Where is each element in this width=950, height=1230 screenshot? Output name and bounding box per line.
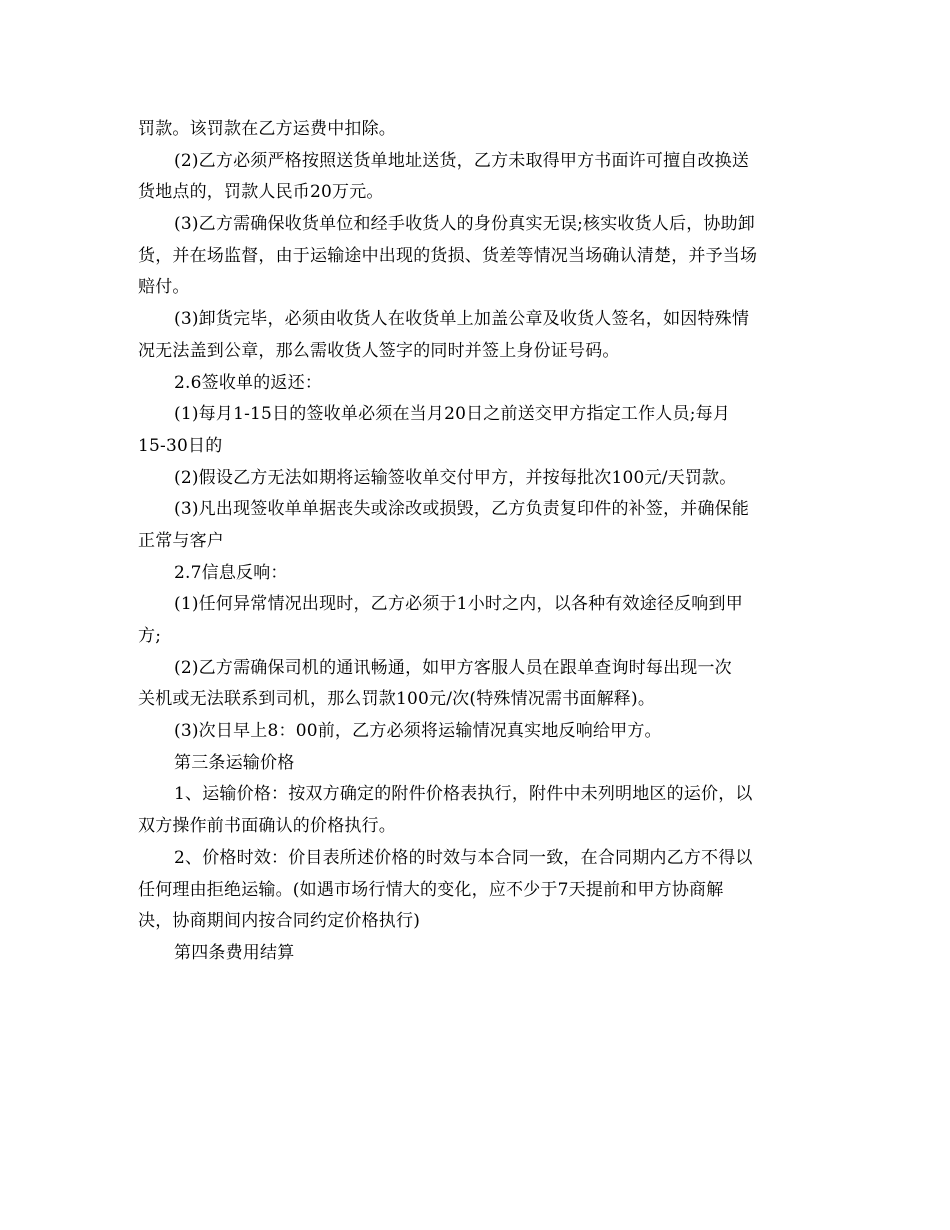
section-heading-2-6: 2.6签收单的返还： <box>174 372 323 393</box>
text-line-14: 正常与客户 <box>138 530 224 551</box>
document-body <box>138 114 818 970</box>
text-line-11: 15-30日的 <box>138 435 223 456</box>
text-line-2: (2)乙方必须严格按照送货单地址送货，乙方未取得甲方书面许可擅自改换送 <box>174 150 750 171</box>
text-line-3: 货地点的，罚款人民币20万元。 <box>138 182 384 203</box>
text-line-6: 赔付。 <box>138 277 190 298</box>
text-line-12: (2)假设乙方无法如期将运输签收单交付甲方，并按每批次100元/天罚款。 <box>174 467 737 488</box>
text-line-10: (1)每月1-15日的签收单必须在当月20日之前送交甲方指定工作人员;每月 <box>174 404 731 425</box>
text-line-18: (2)乙方需确保司机的通讯畅通，如甲方客服人员在跟单查询时每出现一次 <box>174 657 732 678</box>
text-line-25: 任何理由拒绝运输。(如遇市场行情大的变化，应不少于7天提前和甲方协商解 <box>138 879 724 900</box>
section-heading-2-7: 2.7信息反响： <box>174 562 288 583</box>
text-line-22: 1、运输价格：按双方确定的附件价格表执行，附件中未列明地区的运价，以 <box>174 784 753 805</box>
text-line-23: 双方操作前书面确认的价格执行。 <box>138 816 396 837</box>
text-line-7: (3)卸货完毕，必须由收货人在收货单上加盖公章及收货人签名，如因特殊情 <box>174 309 750 330</box>
text-line-1: 罚款。该罚款在乙方运费中扣除。 <box>138 119 396 139</box>
text-line-16: (1)任何异常情况出现时，乙方必须于1小时之内，以各种有效途径反响到甲 <box>174 594 743 615</box>
text-line-8: 况无法盖到公章，那么需收货人签字的同时并签上身份证号码。 <box>138 340 620 361</box>
text-line-26: 决，协商期间内按合同约定价格执行) <box>138 911 421 932</box>
text-line-19: 关机或无法联系到司机，那么罚款100元/次(特殊情况需书面解释)。 <box>138 689 656 710</box>
text-line-20: (3)次日早上8：00前，乙方必须将运输情况真实地反响给甲方。 <box>174 721 662 742</box>
section-heading-article-3: 第三条运输价格 <box>174 752 295 773</box>
text-line-13: (3)凡出现签收单单据丧失或涂改或损毁，乙方负责复印件的补签，并确保能 <box>174 499 750 520</box>
text-line-17: 方; <box>138 626 162 646</box>
text-line-24: 2、价格时效：价目表所述价格的时效与本合同一致，在合同期内乙方不得以 <box>174 847 753 868</box>
text-line-4: (3)乙方需确保收货单位和经手收货人的身份真实无误;核实收货人后，协助卸 <box>174 214 756 235</box>
text-line-5: 货，并在场监督，由于运输途中出现的货损、货差等情况当场确认清楚，并予当场 <box>138 245 758 266</box>
section-heading-article-4: 第四条费用结算 <box>174 942 295 963</box>
